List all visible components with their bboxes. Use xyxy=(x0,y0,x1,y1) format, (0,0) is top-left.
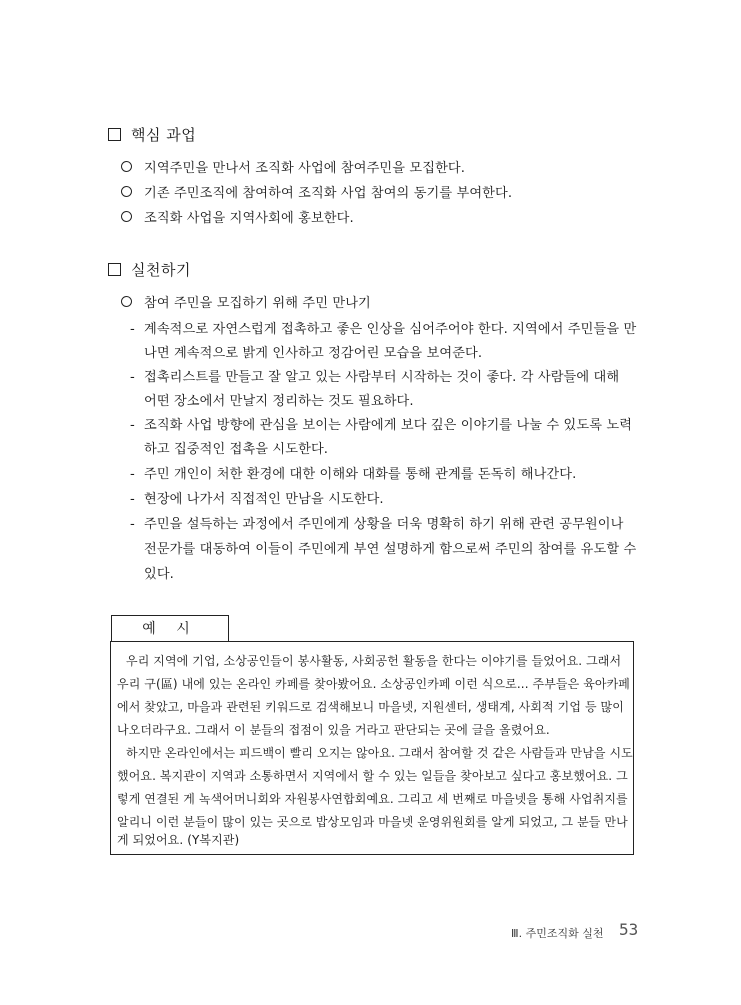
practice-bullet-continuation: 어떤 장소에서 만날지 정리하는 것도 필요하다. xyxy=(144,394,414,409)
circle-bullet-icon xyxy=(121,161,132,172)
practice-bullet-continuation: 전문가를 대동하여 이들이 주민에게 부연 설명하게 함으로써 주민의 참여를 유도할 수 xyxy=(144,542,637,557)
practice-subtitle: 참여 주민을 모집하기 위해 주민 만나기 xyxy=(121,292,371,311)
checkbox-square-icon xyxy=(108,128,121,141)
example-line: 알리니 이런 분들이 많이 있는 곳으로 밥상모임과 마을넷 운영위원회를 알게 되었고, 그 분들 만나 xyxy=(117,815,628,829)
dash-marker: - xyxy=(130,370,135,385)
core-item: 지역주민을 만나서 조직화 사업에 참여주민을 모집한다. xyxy=(121,157,465,176)
circle-bullet-icon xyxy=(121,186,132,197)
practice-bullet: - 주민 개인이 처한 환경에 대한 이해와 대화를 통해 관계를 돈독히 해나간다. xyxy=(130,467,577,482)
practice-bullet-continuation: 하고 집중적인 접촉을 시도한다. xyxy=(144,442,329,457)
section-heading-core xyxy=(108,124,196,145)
example-line: 렇게 연결된 게 녹색어머니회와 자원봉사연합회예요. 그리고 세 번째로 마을넷을 통해 사업취지를 xyxy=(117,792,628,806)
dash-marker: - xyxy=(130,517,135,532)
example-line: 우리 지역에 기업, 소상공인들이 봉사활동, 사회공헌 활동을 한다는 이야기를 들었어요. 그래서 xyxy=(126,654,622,668)
example-line: 나오더라구요. 그래서 이 분들의 접점이 있을 거라고 판단되는 곳에 글을 올렸어요. xyxy=(117,723,550,737)
practice-bullet: - 현장에 나가서 직접적인 만남을 시도한다. xyxy=(130,492,384,507)
dash-marker: - xyxy=(130,492,135,507)
example-line: 에서 찾았고, 마을과 관련된 키워드로 검색해보니 마을넷, 지원센터, 생태계, 사회적 기업 등 많이 xyxy=(117,700,624,714)
practice-bullet: - 접촉리스트를 만들고 잘 알고 있는 사람부터 시작하는 것이 좋다. 각 사람들에 대해 xyxy=(130,370,620,385)
example-line: 우리 구(區) 내에 있는 온라인 카페를 찾아봤어요. 소상공인카페 이런 식으로... 주부들은 육아카페 xyxy=(117,677,630,691)
page-number: 53 xyxy=(619,920,639,939)
practice-bullet-continuation: 있다. xyxy=(144,567,174,582)
practice-bullet: - 주민을 설득하는 과정에서 주민에게 상황을 더욱 명확히 하기 위해 관련 공무원이나 xyxy=(130,517,624,532)
circle-bullet-icon xyxy=(121,296,132,307)
section-title: 핵심 과업 xyxy=(131,126,197,144)
core-item: 기존 주민조직에 참여하여 조직화 사업 참여의 동기를 부여한다. xyxy=(121,182,512,201)
practice-bullet-continuation: 나면 계속적으로 밝게 인사하고 정감어린 모습을 보여준다. xyxy=(144,346,483,361)
circle-bullet-icon xyxy=(121,211,132,222)
practice-bullet: - 계속적으로 자연스럽게 접촉하고 좋은 인상을 심어주어야 한다. 지역에서 주민들을 만 xyxy=(130,322,637,337)
section-title: 실천하기 xyxy=(131,261,191,279)
practice-bullet: - 조직화 사업 방향에 관심을 보이는 사람에게 보다 깊은 이야기를 나눌 수 있도록 노력 xyxy=(130,418,633,433)
dash-marker: - xyxy=(130,467,135,482)
dash-marker: - xyxy=(130,418,135,433)
example-line: 했어요. 복지관이 지역과 소통하면서 지역에서 할 수 있는 일들을 찾아보고 싶다고 홍보했어요. 그 xyxy=(117,769,628,783)
example-line: 게 되었어요. (Y복지관) xyxy=(117,833,240,847)
checkbox-square-icon xyxy=(108,263,121,276)
core-item: 조직화 사업을 지역사회에 홍보한다. xyxy=(121,207,354,226)
example-line: 하지만 온라인에서는 피드백이 빨리 오지는 않아요. 그래서 참여할 것 같은 사람들과 만남을 시도 xyxy=(126,746,633,760)
footer-chapter: Ⅲ. 주민조직화 실천 xyxy=(511,927,604,940)
dash-marker: - xyxy=(130,322,135,337)
section-heading-practice xyxy=(108,259,191,280)
example-tab-label: 예 시 xyxy=(111,615,229,642)
